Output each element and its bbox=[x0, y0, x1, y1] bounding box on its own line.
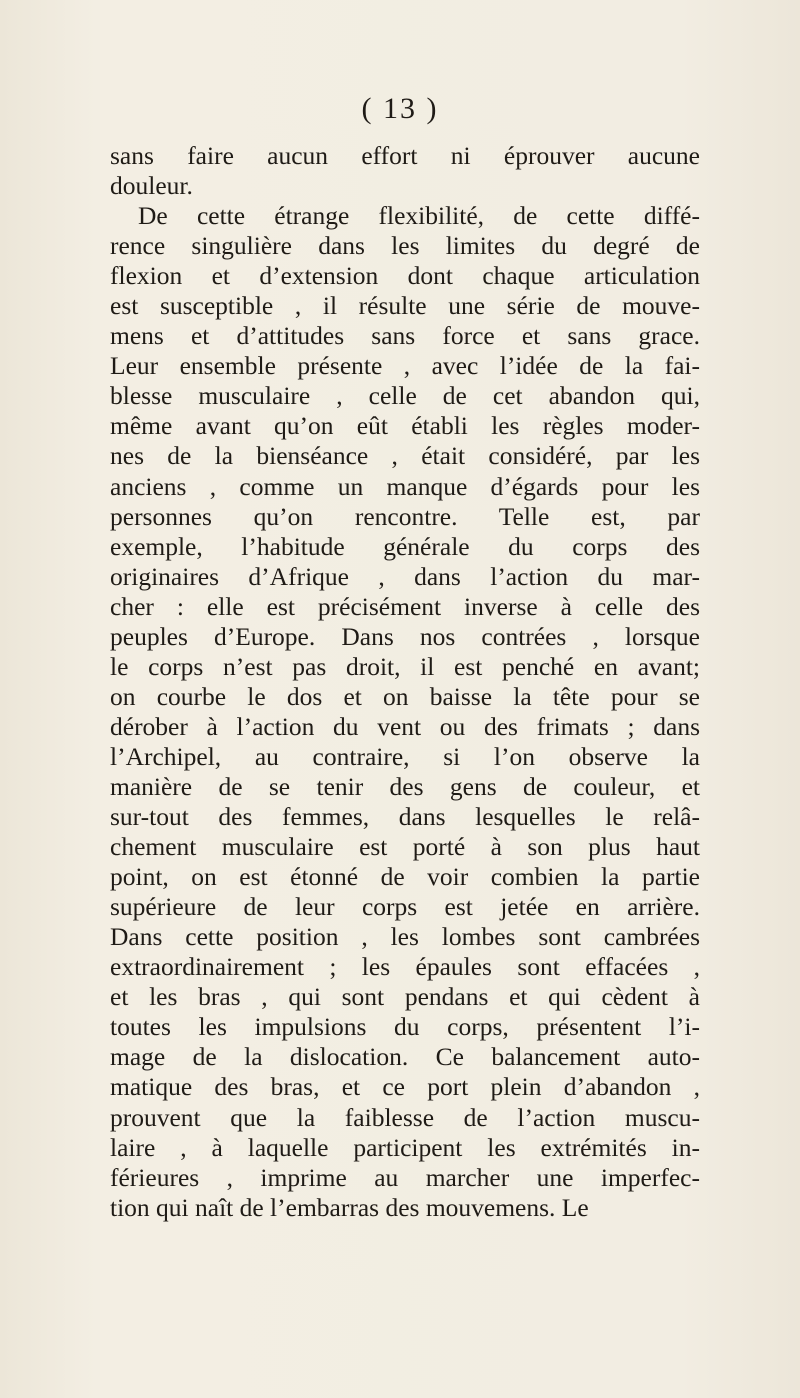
text-line: l’Archipel, au contraire, si l’on observe la bbox=[110, 741, 700, 771]
text-line: tion qui naît de l’embarras des mouvemens. Le bbox=[110, 1192, 589, 1222]
text-line: peuples d’Europe. Dans nos contrées , lorsque bbox=[110, 621, 700, 651]
text-line: cher : elle est précisément inverse à celle des bbox=[110, 591, 700, 621]
text-line: sans faire aucun effort ni éprouver aucune bbox=[110, 141, 700, 170]
text-line: mage de la dislocation. Ce balancement auto- bbox=[110, 1042, 700, 1072]
text-line: matique des bras, et ce port plein d’abandon , bbox=[110, 1072, 700, 1102]
text-line: exemple, l’habitude générale du corps des bbox=[110, 531, 700, 561]
text-line: dérober à l’action du vent ou des frimats ; dans bbox=[110, 711, 700, 741]
text-line: extraordinairement ; les épaules sont effacées , bbox=[110, 952, 700, 982]
text-line: supérieure de leur corps est jetée en arrière. bbox=[110, 892, 700, 922]
text-line: on courbe le dos et on baisse la tête pour se bbox=[110, 681, 700, 711]
body-text bbox=[110, 141, 700, 1223]
text-line: point, on est étonné de voir combien la partie bbox=[110, 862, 700, 892]
text-line: anciens , comme un manque d’égards pour les bbox=[110, 471, 700, 501]
text-line: manière de se tenir des gens de couleur, et bbox=[110, 771, 700, 801]
text-line: toutes les impulsions du corps, présentent l’i- bbox=[110, 1012, 700, 1042]
text-line: De cette étrange flexibilité, de cette diffé- bbox=[138, 201, 700, 231]
text-line: prouvent que la faiblesse de l’action muscu- bbox=[110, 1102, 700, 1132]
text-line: laire , à laquelle participent les extrémités in- bbox=[110, 1132, 700, 1162]
text-line: est susceptible , il résulte une série de mouve- bbox=[110, 291, 700, 321]
text-line: Dans cette position , les lombes sont cambrées bbox=[110, 922, 700, 952]
text-line: originaires d’Afrique , dans l’action du mar- bbox=[110, 561, 700, 591]
text-line: le corps n’est pas droit, il est penché en avant; bbox=[110, 651, 700, 681]
text-line: flexion et d’extension dont chaque articulation bbox=[110, 261, 700, 291]
text-line: sur-tout des femmes, dans lesquelles le relâ- bbox=[110, 802, 700, 832]
text-line: férieures , imprime au marcher une imperfec- bbox=[110, 1162, 700, 1192]
text-line: blesse musculaire , celle de cet abandon qui, bbox=[110, 381, 700, 411]
text-line: personnes qu’on rencontre. Telle est, par bbox=[110, 501, 700, 531]
text-line: rence singulière dans les limites du degré de bbox=[110, 231, 700, 261]
page-number: ( 13 ) bbox=[361, 92, 439, 125]
text-line: Leur ensemble présente , avec l’idée de la fai- bbox=[110, 351, 700, 381]
text-line: mens et d’attitudes sans force et sans grace. bbox=[110, 321, 700, 351]
text-line: et les bras , qui sont pendans et qui cèdent à bbox=[110, 982, 700, 1012]
text-line: nes de la bienséance , était considéré, par les bbox=[110, 441, 700, 471]
text-line: chement musculaire est porté à son plus haut bbox=[110, 832, 700, 862]
text-line: même avant qu’on eût établi les règles moder- bbox=[110, 411, 700, 441]
text-line: douleur. bbox=[110, 171, 193, 201]
